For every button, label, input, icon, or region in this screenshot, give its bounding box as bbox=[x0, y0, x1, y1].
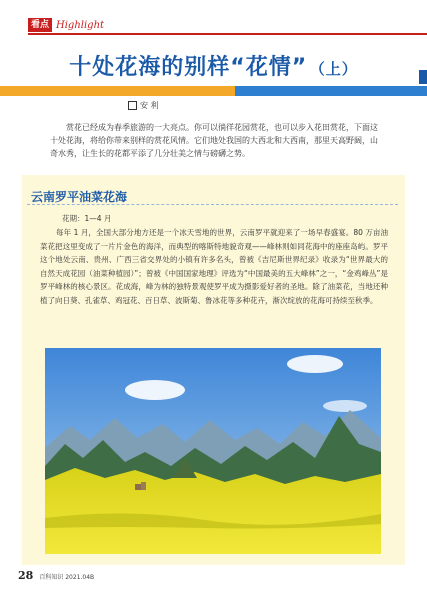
tag-label: 看点 bbox=[28, 18, 52, 32]
header-rule bbox=[28, 33, 427, 35]
section-divider bbox=[27, 204, 398, 206]
section-tag bbox=[28, 18, 104, 32]
intro-paragraph: 赏花已经成为春季旅游的一大亮点。你可以徜徉花园赏花，也可以步入花田赏花，下面这十处花海，将给你带来别样的赏花风情。它们地处我国的大西北和大西南，那里天高野阔，山奇水秀，让生长的花都平添了几分壮美之情与磅礴之势。 bbox=[50, 123, 378, 158]
title-part: （上） bbox=[317, 60, 358, 78]
author-byline bbox=[128, 100, 159, 111]
page-title bbox=[0, 50, 427, 81]
page-footer bbox=[18, 569, 94, 582]
title-main: 十处花海的别样“花情” bbox=[69, 55, 308, 80]
tag-english: Highlight bbox=[56, 19, 105, 31]
section-body: 每年 1 月，全国大部分地方还是一个冰天雪地的世界，云南罗平就迎来了一场早春盛宴。80 万亩油菜花把这里变成了一片片金色的海洋，而典型的喀斯特地貌奇观——峰林则如同花海中的座座岛屿。罗平这个地处云南、贵州、广西三省交界处的小镇有许多名头，曾被《吉尼斯世界纪录》收录为“世界最大的自然天成花园（油菜种植园）”；曾被《中国国家地理》评选为“中国最美的五大峰林”之一，“金鸡峰丛”是罗平峰林的核心景区。花成海，峰为林的独特景观使罗平成为摄影爱好者的圣地。除了油菜花，当地还种植了向日葵、孔雀草、鸡冠花、百日草、波斯菊、鲁冰花等多种花卉，渐次绽放的花海可持续至秋季。 bbox=[40, 228, 388, 305]
author-name: 安 利 bbox=[140, 101, 159, 110]
page-number: 28 bbox=[18, 569, 34, 582]
flower-season: 花期：1—4 月 bbox=[62, 214, 112, 223]
author-box-icon bbox=[128, 101, 137, 110]
section-heading: 云南罗平油菜花海 bbox=[31, 190, 128, 204]
publication-info: 百科知识 2021.04B bbox=[39, 574, 95, 581]
landscape-photo bbox=[45, 348, 381, 554]
title-underline-bar bbox=[0, 86, 427, 96]
